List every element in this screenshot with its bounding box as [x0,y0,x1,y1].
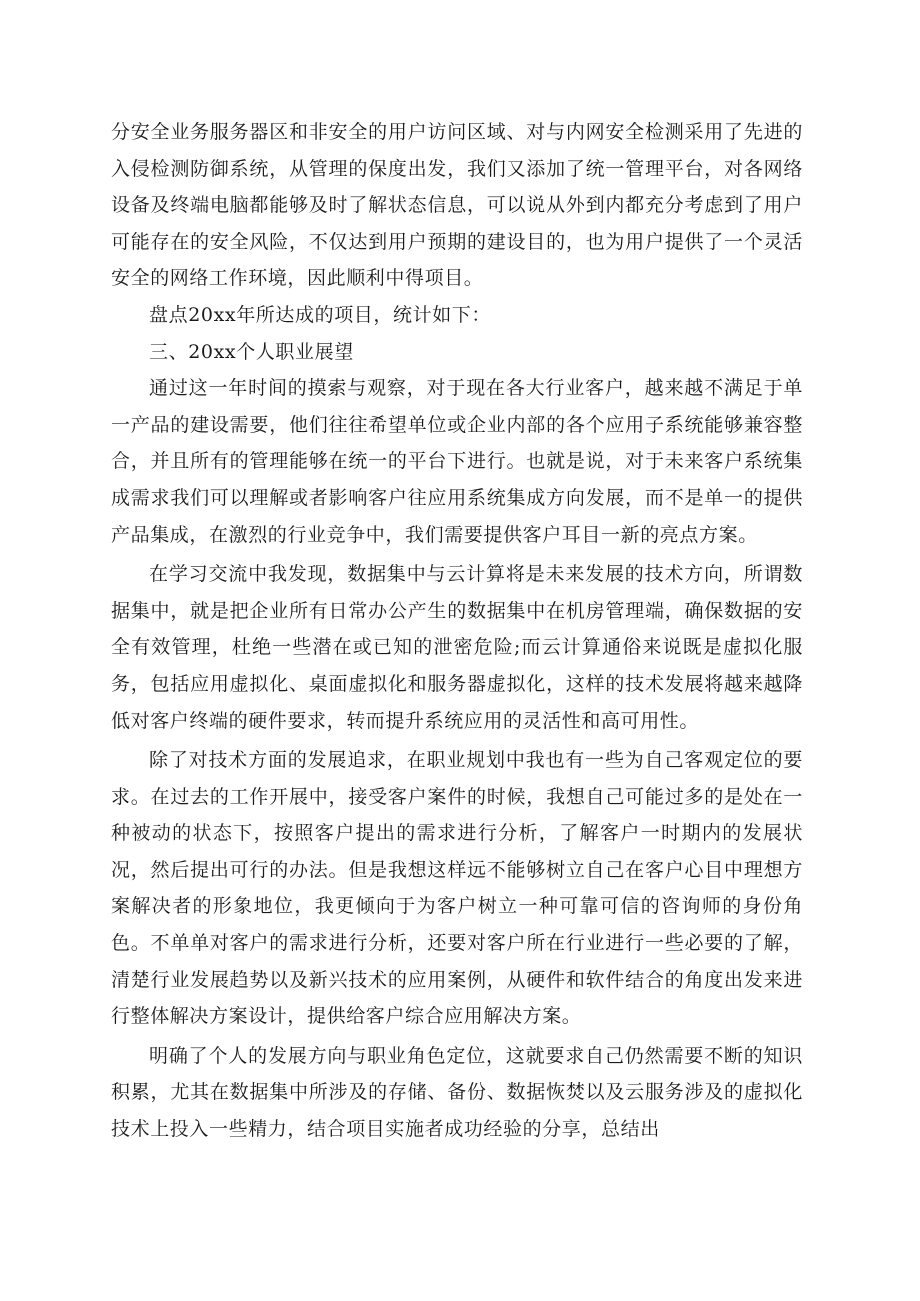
paragraph-data-cloud: 在学习交流中我发现，数据集中与云计算将是未来发展的技术方向，所谓数据集中，就是把企业所有日常办公产生的数据集中在机房管理端，确保数据的安全有效管理，杜绝一些潜在或已知的泄密危险;而云计算通俗来说既是虚拟化服务，包括应用虚拟化、桌面虚拟化和服务器虚拟化，这样的技术发展将越来越降低对客户终端的硬件要求，转而提升系统应用的灵活性和高可用性。 [111,563,803,732]
paragraph-project-summary: 盘点20xx年所达成的项目，统计如下： [149,303,492,326]
paragraph-knowledge-accumulation: 明确了个人的发展方向与职业角色定位，这就要求自己仍然需要不断的知识积累，尤其在数据集中所涉及的存储、备份、数据恢焚以及云服务涉及的虚拟化技术上投入一些精力，结合项目实施者成功经验的分享，总结出 [111,1044,803,1141]
section-heading-career-outlook: 三、20xx个人职业展望 [149,340,354,363]
paragraph-career-positioning: 除了对技术方面的发展追求，在职业规划中我也有一些为自己客观定位的要求。在过去的工作开展中，接受客户案件的时候，我想自己可能过多的是处在一种被动的状态下，按照客户提出的需求进行分析，了解客户一时期内的发展状况，然后提出可行的办法。但是我想这样远不能够树立自己在客户心目中理想方案解决者的形象地位，我更倾向于为客户树立一种可靠可信的咨询师的身份角色。不单单对客户的需求进行分析，还要对客户所在行业进行一些必要的了解，清楚行业发展趋势以及新兴技术的应用案例，从硬件和软件结合的角度出发来进行整体解决方案设计，提供给客户综合应用解决方案。 [111,749,803,1028]
paragraph-continuation: 分安全业务服务器区和非安全的用户访问区域、对与内网安全检测采用了先进的入侵检测防御系统，从管理的保度出发，我们又添加了统一管理平台，对各网络设备及终端电脑都能够及时了解状态信息，可以说从外到内都充分考虑到了用户可能存在的安全风险，不仅达到用户预期的建设目的，也为用户提供了一个灵活安全的网络工作环境，因此顺利中得项目。 [111,121,803,290]
paragraph-customer-needs: 通过这一年时间的摸索与观察，对于现在各大行业客户，越来越不满足于单一产品的建设需要，他们往往希望单位或企业内部的各个应用子系统能够兼容整合，并且所有的管理能够在统一的平台下进行。也就是说，对于未来客户系统集成需求我们可以理解或者影响客户往应用系统集成方向发展，而不是单一的提供产品集成，在激烈的行业竞争中，我们需要提供客户耳目一新的亮点方案。 [111,377,803,546]
document-body [111,114,803,1148]
